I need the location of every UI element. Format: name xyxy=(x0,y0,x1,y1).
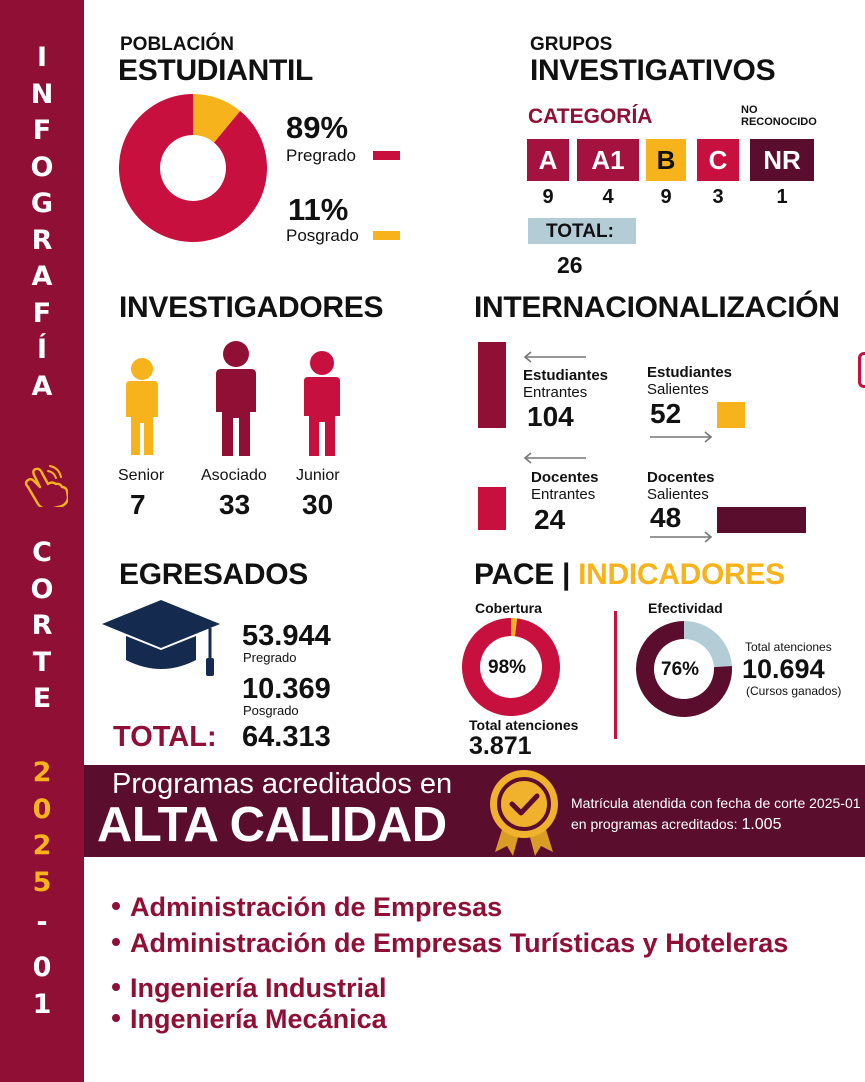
sidebar-year: 2 0 2 5 xyxy=(32,757,52,898)
egresados-title: EGRESADOS xyxy=(119,558,309,591)
program-item: Administración de Empresas xyxy=(112,892,502,923)
program-item: Administración de Empresas Turísticas y Hoteleras xyxy=(112,928,788,959)
junior-label: Junior xyxy=(296,467,340,484)
category-b-box: B xyxy=(646,139,686,181)
cobertura-total-value: 3.871 xyxy=(469,732,532,760)
junior-person-icon xyxy=(300,350,344,458)
pregrado-label: Pregrado xyxy=(286,146,356,165)
est-entrantes-label: Estudiantes Entrantes xyxy=(523,367,609,401)
pace-title: PACE | INDICADORES xyxy=(474,558,785,591)
senior-label: Senior xyxy=(118,467,165,484)
category-c-count: 3 xyxy=(712,186,724,208)
senior-person-icon xyxy=(122,357,162,457)
asociado-value: 33 xyxy=(219,489,251,520)
category-nr-box: NR xyxy=(750,139,814,181)
graduation-cap-icon xyxy=(100,598,222,680)
program-item: Ingeniería Mecánica xyxy=(112,1004,387,1035)
cobertura-percent: 98% xyxy=(488,657,527,678)
efectividad-percent: 76% xyxy=(661,659,700,680)
asociado-person-icon xyxy=(212,340,260,458)
grupos-total-value: 26 xyxy=(557,252,583,278)
banner-line1: Programas acreditados en xyxy=(112,768,453,800)
category-a-box: A xyxy=(527,139,569,181)
category-c-box: C xyxy=(697,139,739,181)
est-entrantes-bar xyxy=(478,342,506,428)
doc-salientes-label: Docentes Salientes xyxy=(647,469,715,503)
pace-divider xyxy=(614,611,617,739)
sidebar-dash: - xyxy=(36,907,48,938)
asociado-label: Asociado xyxy=(201,467,267,484)
junior-value: 30 xyxy=(302,489,334,520)
grupos-title-small: GRUPOS xyxy=(530,34,613,55)
pregrado-percent: 89% xyxy=(286,110,349,145)
category-nr-count: 1 xyxy=(776,186,788,208)
category-a-count: 9 xyxy=(542,186,554,208)
program-item: Ingeniería Industrial xyxy=(112,973,387,1004)
senior-value: 7 xyxy=(130,489,146,520)
poblacion-title-big: ESTUDIANTIL xyxy=(118,54,314,87)
internacionalizacion-title: INTERNACIONALIZACIÓN xyxy=(474,291,840,324)
posgrado-percent: 11% xyxy=(288,192,349,227)
hand-pointer-icon xyxy=(18,465,68,507)
investigadores-title: INVESTIGADORES xyxy=(119,291,384,324)
doc-salientes-bar xyxy=(717,507,806,533)
arrow-left-icon xyxy=(522,350,588,364)
posgrado-label: Posgrado xyxy=(286,226,359,245)
edge-decoration xyxy=(858,352,865,388)
doc-salientes-value: 48 xyxy=(650,502,682,533)
egresados-posgrado-label: Posgrado xyxy=(243,703,299,718)
efectividad-total-label: Total atenciones xyxy=(745,640,832,654)
cobertura-label: Cobertura xyxy=(475,600,542,616)
efectividad-total-value: 10.694 xyxy=(742,654,825,684)
est-salientes-label: Estudiantes Salientes xyxy=(647,364,733,398)
arrow-right-icon xyxy=(648,430,714,444)
est-salientes-bar xyxy=(717,402,745,428)
banner-line2: ALTA CALIDAD xyxy=(97,798,447,852)
banner-note: Matrícula atendida con fecha de corte 2025-01 en programas acreditados: 1.005 xyxy=(571,795,861,833)
category-a1-box: A1 xyxy=(577,139,639,181)
sidebar-word-infografia: I N F O G R A F Í A xyxy=(30,42,54,402)
cobertura-total-label: Total atenciones xyxy=(469,717,579,733)
pregrado-legend-swatch xyxy=(373,151,400,160)
egresados-pregrado-label: Pregrado xyxy=(243,650,297,665)
efectividad-label: Efectividad xyxy=(648,600,723,616)
grupos-title-big: INVESTIGATIVOS xyxy=(530,54,776,87)
sidebar-period: 0 1 xyxy=(32,952,52,1020)
quality-seal-icon xyxy=(485,768,563,856)
arrow-right-icon xyxy=(648,530,714,544)
est-entrantes-value: 104 xyxy=(527,401,574,432)
efectividad-note: (Cursos ganados) xyxy=(746,684,842,698)
egresados-pregrado-value: 53.944 xyxy=(242,620,331,652)
est-salientes-value: 52 xyxy=(650,398,682,429)
posgrado-legend-swatch xyxy=(373,231,400,240)
egresados-posgrado-value: 10.369 xyxy=(242,673,331,705)
poblacion-donut-chart xyxy=(118,93,268,243)
egresados-total-value: 64.313 xyxy=(242,721,331,753)
no-reconocido-label: NO RECONOCIDO xyxy=(741,104,817,128)
egresados-total-label: TOTAL: xyxy=(113,721,217,753)
doc-entrantes-value: 24 xyxy=(534,504,566,535)
sidebar xyxy=(0,0,84,1082)
doc-entrantes-bar xyxy=(478,487,506,530)
category-b-count: 9 xyxy=(660,186,672,208)
category-a1-count: 4 xyxy=(602,186,614,208)
sidebar-word-corte: C O R T E xyxy=(30,537,54,714)
grupos-total-label: TOTAL: xyxy=(528,218,636,244)
poblacion-title-small: POBLACIÓN xyxy=(120,34,234,55)
categoria-label: CATEGORÍA xyxy=(528,105,653,128)
doc-entrantes-label: Docentes Entrantes xyxy=(531,469,599,503)
arrow-left-icon xyxy=(522,451,588,465)
